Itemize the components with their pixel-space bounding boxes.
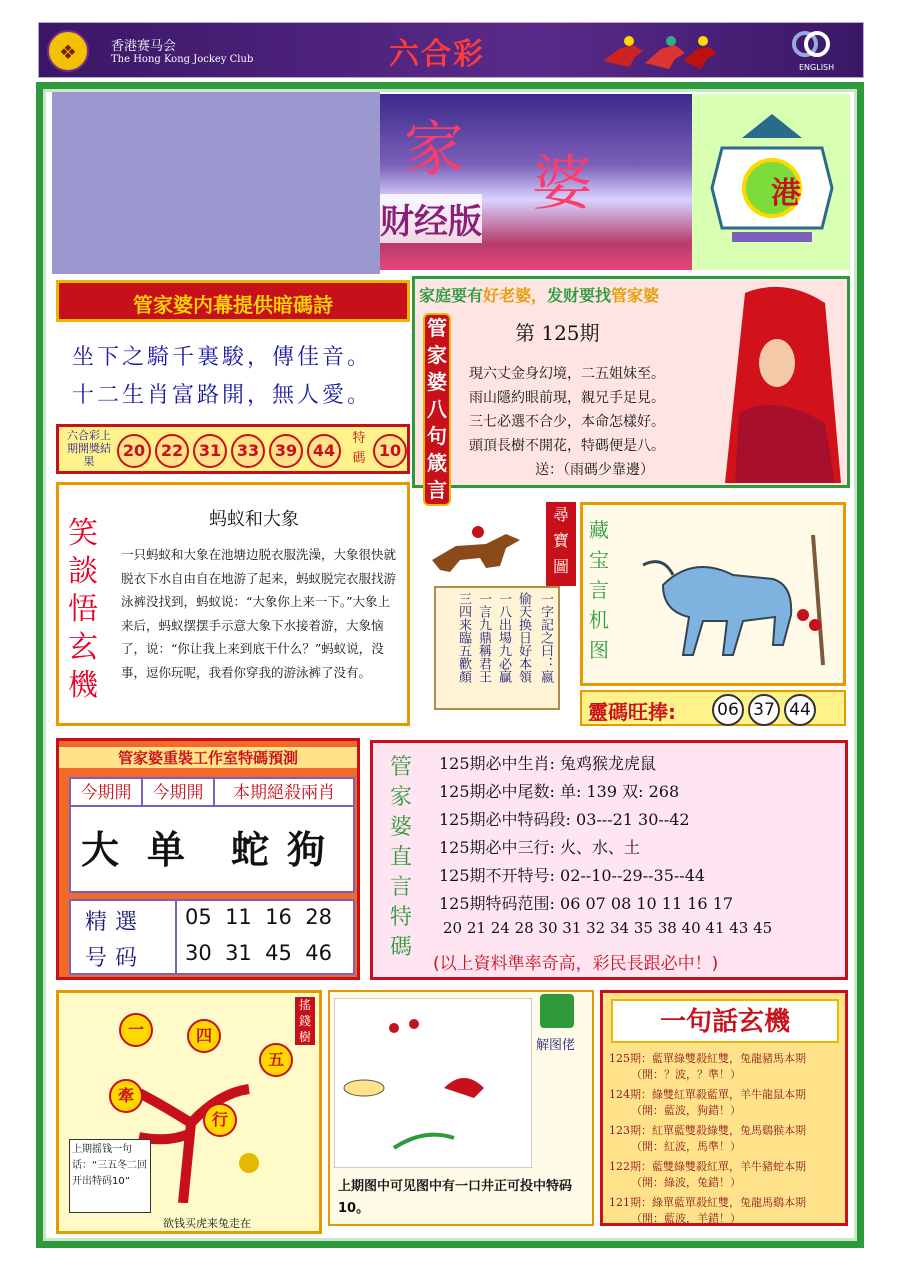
riddle-scroll — [434, 586, 560, 710]
tip-line: 20 21 24 28 30 31 32 34 35 38 40 41 43 45 — [443, 919, 773, 937]
riddle-line: 三四来臨五歡顏 — [456, 592, 471, 683]
sentence-line: 送：（雨碼少靠邊） — [535, 462, 654, 478]
last-results — [56, 424, 410, 474]
tree-word: 一 — [119, 1013, 153, 1047]
tips-footer: (以上資料準率奇高，彩民長跟必中！) — [433, 954, 719, 974]
one-sentence-line: （開：紅波，馬準！） — [631, 1140, 741, 1153]
poem-header-text: 管家婆内幕提供暗碼詩 — [133, 293, 333, 317]
puzzle-panel — [328, 990, 594, 1226]
horse-drawing-icon — [623, 525, 843, 675]
horse-rider-icon — [426, 520, 526, 580]
special-label: 特碼 — [352, 431, 366, 466]
prediction-header: 管家婆重裝工作室特碼預測 — [59, 747, 357, 768]
one-sentence-line: （開：？波，？準！） — [631, 1068, 741, 1081]
language-icon[interactable] — [787, 29, 835, 59]
riddle-title: 一字記之曰：嬴 — [538, 592, 553, 683]
slogan-part: 家庭要有 — [419, 286, 484, 305]
slogan-part: 发财要找 — [547, 286, 612, 305]
special-ball: 10 — [373, 434, 407, 468]
prediction-panel — [56, 738, 360, 980]
result-ball: 33 — [231, 434, 265, 468]
joke-side-label: 笑談悟玄機 — [68, 516, 98, 703]
one-sentence-line: 121期：綠單藍單殺紅雙，兔龍馬鷄本期 — [609, 1196, 806, 1209]
one-sentence-line: （開：藍波，狗錯！） — [631, 1104, 741, 1117]
tip-line: 125期不开特号: 02--10--29--35--44 — [439, 866, 706, 885]
poem-line-1: 坐下之騎千裏駿，傳佳音。 — [72, 345, 373, 370]
bride-image-icon — [715, 283, 845, 483]
treasure-side-label: 尋寶圖 — [546, 502, 576, 586]
lantern-char: 港 — [771, 176, 801, 211]
puzzle-badge-icon — [540, 994, 574, 1028]
tree-word: 牽 — [109, 1079, 143, 1113]
one-sentence-line: （開：綠波，兔錯！） — [631, 1176, 741, 1189]
banner-subtitle: 财经版 — [380, 194, 482, 243]
lucky-ball: 06 — [712, 694, 744, 726]
banner-title-po: 婆 — [532, 149, 592, 219]
poem-header — [56, 280, 410, 322]
direct-tips-label: 管家婆直言特碼 — [389, 755, 412, 960]
tree-word: 四 — [187, 1019, 221, 1053]
divider — [175, 901, 177, 973]
puzzle-drawing-icon — [334, 998, 532, 1168]
lucky-ball: 37 — [748, 694, 780, 726]
sentence-line: 三七必選不合少，本命怎樣好。 — [469, 414, 665, 430]
money-tree-label: 搖錢樹 — [295, 997, 315, 1045]
jockey-club-logo-icon[interactable]: ❖ — [47, 30, 89, 72]
col-label: 本期絕殺兩肖 — [215, 779, 353, 807]
map-label: 藏宝言机图 — [589, 518, 609, 662]
tip-line: 125期特码范围: 06 07 08 10 11 16 17 — [439, 894, 734, 913]
direct-tips-panel — [370, 740, 848, 980]
one-sentence-line: 124期：綠雙紅單殺藍單，羊牛龍鼠本期 — [609, 1088, 806, 1101]
tip-line: 125期必中尾数: 单: 139 双: 268 — [439, 782, 680, 801]
joke-text: 一只蚂蚁和大象在池塘边脱衣服洗澡，大象很快就脱衣下水自由自在地游了起来，蚂蚁脱完衣服找游泳裤没找到，蚂蚁说：“大象你上来一下。”大象上来后，蚂蚁摆摆手示意大象下水接着游，大象恼了，说：“你让我上来到底干什么？”蚂蚁说，没事，逗你玩呢，我看你穿我的游泳裤了没有。 — [121, 547, 397, 680]
eight-sentences-panel — [412, 276, 850, 502]
lucky-ball: 44 — [784, 694, 816, 726]
eight-sentences-label: 管家婆八句箴言 — [423, 313, 451, 506]
puzzle-caption: 上期图中可见图中有一口井正可投中特码10。 — [338, 1179, 573, 1216]
col-label: 今期開 — [71, 779, 143, 807]
result-ball: 20 — [117, 434, 151, 468]
tree-caption: 欲钱买虎来兔走在 — [163, 1217, 251, 1230]
result-ball: 31 — [193, 434, 227, 468]
sentence-line: 頭頂長樹不開花，特碼便是八。 — [469, 438, 665, 454]
kill-zodiac: 蛇 — [231, 828, 270, 872]
lantern-panel — [692, 94, 850, 270]
selected-label-1: 精選 — [85, 910, 146, 935]
prediction-big: 大 — [81, 828, 120, 872]
racing-horses-icon — [599, 27, 719, 75]
header-bar — [38, 22, 864, 78]
kill-zodiac: 狗 — [287, 828, 326, 872]
lucky-label: 靈碼旺捧: — [588, 700, 676, 724]
riddle-line: 一言九鼎稱君王 — [476, 592, 491, 683]
one-sentence-line: 122期：藍雙綠雙殺紅單，羊牛豬蛇本期 — [609, 1160, 806, 1173]
one-sentence-line: 125期：藍單綠雙殺紅雙，兔龍豬馬本期 — [609, 1052, 806, 1065]
selected-row-1: 05 11 16 28 — [185, 905, 332, 929]
page-title: 六合彩 — [389, 37, 485, 72]
one-sentence-line: 123期：紅單藍雙殺綠雙，兔馬鷄猴本期 — [609, 1124, 806, 1137]
result-ball: 39 — [269, 434, 303, 468]
money-tree-panel — [56, 990, 322, 1234]
selected-numbers — [69, 899, 355, 975]
tree-word: 五 — [259, 1043, 293, 1077]
joke-panel — [56, 482, 410, 726]
image-placeholder — [52, 92, 380, 274]
issue-number: 第 125期 — [515, 321, 600, 345]
prediction-small: 单 — [147, 828, 186, 872]
english-link[interactable]: ENGLISH — [799, 63, 835, 72]
horse-map — [580, 502, 846, 686]
riddle-line: 一八出場九必贏 — [496, 592, 511, 683]
prediction-grid — [69, 777, 355, 893]
results-label: 六合彩上期開獎結果 — [67, 429, 111, 468]
one-sentence-line: （開：藍波，羊錯！） — [631, 1212, 741, 1225]
poem-line-2: 十二生肖富路開，無人愛。 — [72, 383, 373, 408]
joke-title: 蚂蚁和大象 — [209, 509, 299, 530]
result-ball: 44 — [307, 434, 341, 468]
tip-line: 125期必中特码段: 03---21 30--42 — [439, 810, 690, 829]
selected-label-2: 号码 — [85, 946, 146, 971]
one-sentence-title: 一句話玄機 — [611, 999, 839, 1043]
treasure-map-panel — [420, 500, 850, 728]
tree-note: 上期摇钱一句话：“三五冬二回开出特码10” — [69, 1139, 151, 1213]
tree-word: 行 — [203, 1103, 237, 1137]
slogan-part: 管家婆 — [611, 286, 660, 305]
tip-line: 125期必中三行: 火、水、土 — [439, 838, 641, 857]
riddle-line: 偷天换日好本領 — [516, 592, 531, 683]
banner-title-jia: 家 — [404, 115, 464, 185]
col-label: 今期開 — [143, 779, 215, 807]
tip-line: 125期必中生肖: 兔鸡猴龙虎鼠 — [439, 754, 657, 773]
selected-row-2: 30 31 45 46 — [185, 941, 332, 965]
slogan-part: 好老婆， — [483, 286, 548, 305]
sentence-line: 雨山隱約眼前現，親兄手足見。 — [469, 390, 665, 406]
title-banner — [380, 94, 692, 270]
one-sentence-panel — [600, 990, 848, 1226]
sentence-line: 現六丈金身幻境，二五姐妹至。 — [469, 366, 665, 382]
org-name-cn: 香港赛马会 — [111, 39, 177, 54]
result-ball: 22 — [155, 434, 189, 468]
org-name-en: The Hong Kong Jockey Club — [111, 54, 254, 65]
puzzle-label: 解图佬 — [536, 1038, 576, 1053]
lucky-numbers — [580, 690, 846, 726]
slogan — [419, 283, 659, 306]
